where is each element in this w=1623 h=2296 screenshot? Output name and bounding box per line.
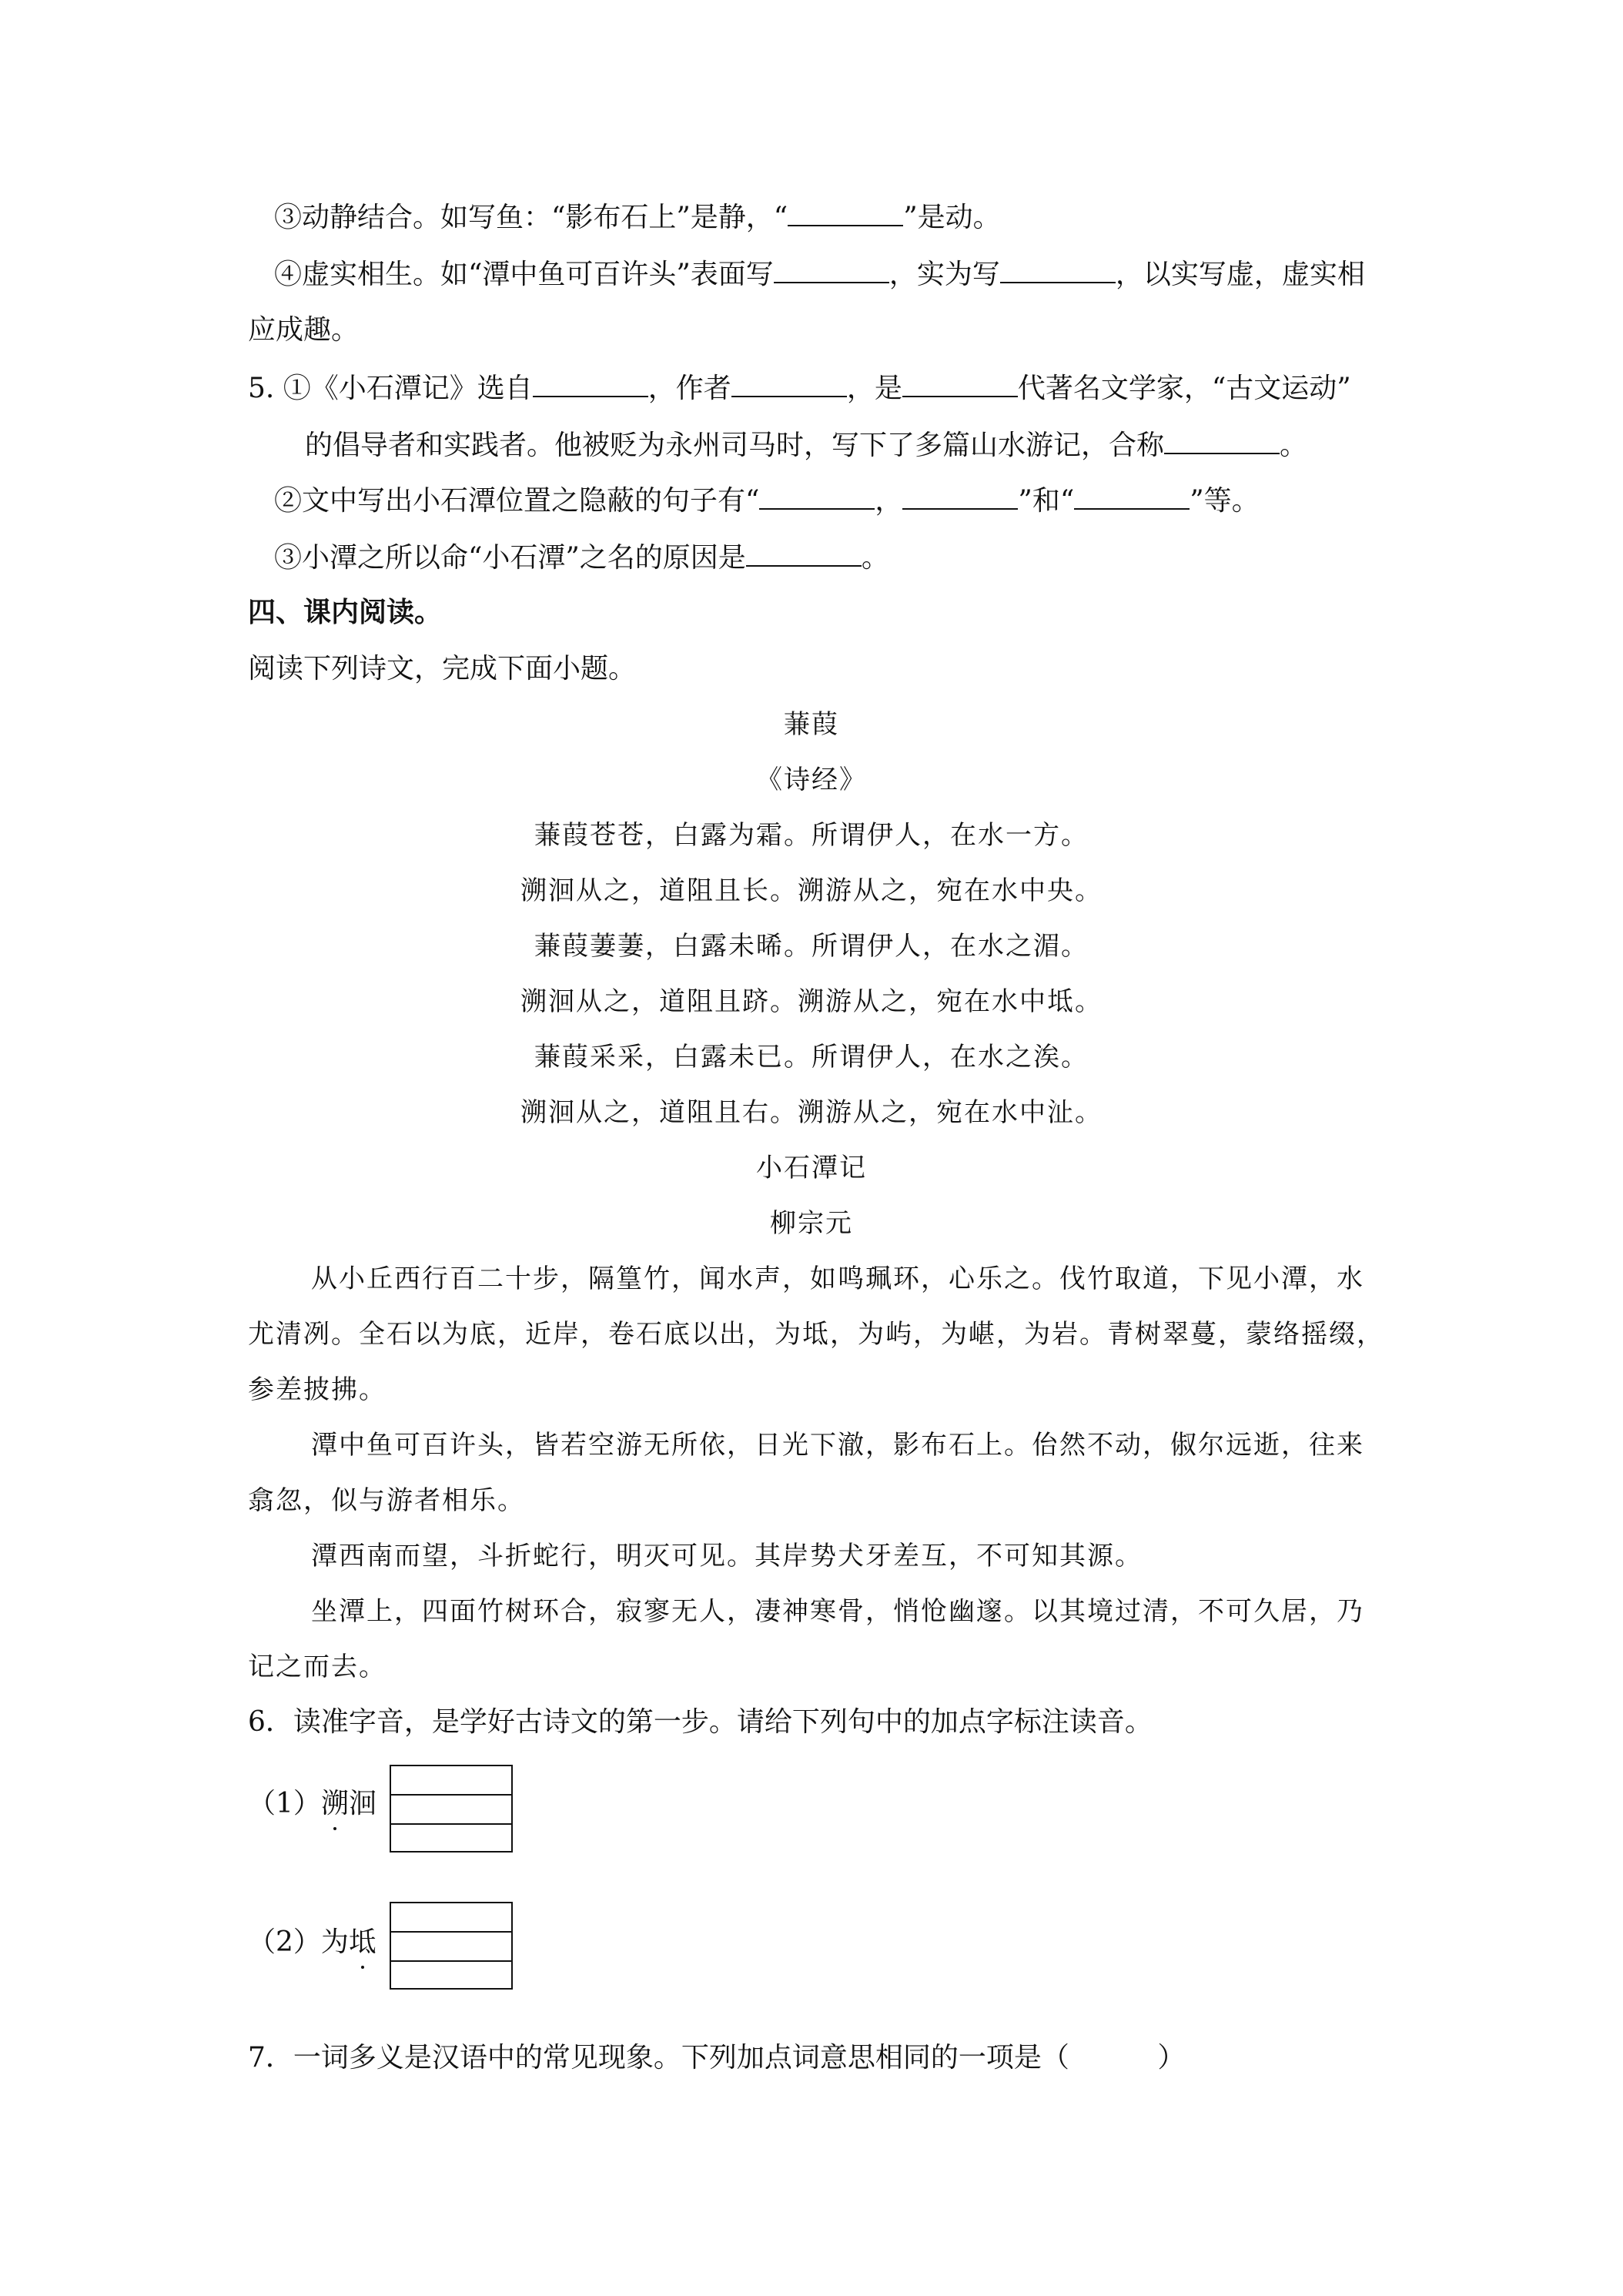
q4-item4-cont: 应成趣。 [248,314,360,346]
essay-para1-line2: 尤清冽。全石以为底，近岸，卷石底以出，为坻，为屿，为嵁，为岩。青树翠蔓，蒙络摇缀， [248,1319,1384,1350]
q5-line1: 5. ①《小石潭记》选自 ，作者 ，是 代著名文学家，“古文运动” [248,370,1351,407]
q5-item3: ③小潭之所以命“小石潭”之名的原因是 。 [274,539,889,576]
poem-line: 溯洄从之，道阻且长。溯游从之，宛在水中央。 [520,875,1103,906]
answer-blank[interactable] [533,370,648,397]
poem-line: 蒹葭采采，白露未已。所谓伊人，在水之涘。 [534,1042,1089,1073]
answer-blank[interactable] [759,482,875,510]
q4-item3: ③动静结合。如写鱼：“影布石上”是静，“ ”是动。 [274,199,1001,236]
answer-blank[interactable] [1164,427,1280,454]
q6-stem: 6．读准字音，是学好古诗文的第一步。请给下列句中的加点字标注读音。 [248,1706,1153,1738]
essay-author: 柳宗元 [770,1208,853,1239]
answer-blank[interactable] [774,256,889,283]
poem-source: 《诗经》 [756,765,867,795]
section-heading: 四、课内阅读。 [248,596,443,628]
section-instruction: 阅读下列诗文，完成下面小题。 [248,653,637,684]
answer-blank[interactable] [746,539,862,567]
poem-line: 溯洄从之，道阻且跻。溯游从之，宛在水中坻。 [520,986,1103,1017]
poem-line: 溯洄从之，道阻且右。溯游从之，宛在水中沚。 [520,1097,1103,1128]
essay-para1-line3: 参差披拂。 [248,1374,387,1405]
answer-blank[interactable] [788,199,903,226]
essay-para4-line1: 坐潭上，四面竹树环合，寂寥无人，凄神寒骨，悄怆幽邃。以其境过清，不可久居，乃 [311,1596,1364,1627]
q6-item1: （1）溯洄 [248,1788,376,1819]
answer-blank[interactable] [731,370,847,397]
essay-para2-line2: 翕忽，似与游者相乐。 [248,1485,525,1516]
answer-blank[interactable] [902,370,1018,397]
essay-para4-line2: 记之而去。 [248,1652,387,1682]
poem-title: 蒹葭 [784,709,839,740]
pinyin-box-1[interactable] [390,1765,513,1853]
answer-blank[interactable] [1074,482,1190,510]
q5-line2: 的倡导者和实践者。他被贬为永州司马时，写下了多篇山水游记，合称 。 [305,427,1307,464]
essay-title: 小石潭记 [756,1153,867,1183]
dotted-char: 坻 [348,1926,376,1958]
essay-para1-line1: 从小丘西行百二十步，隔篁竹，闻水声，如鸣珮环，心乐之。伐竹取道，下见小潭，水 [311,1263,1364,1294]
pinyin-box-2[interactable] [390,1902,513,1990]
dotted-char: 溯 [320,1788,349,1819]
poem-line: 蒹葭萋萋，白露未晞。所谓伊人，在水之湄。 [534,931,1089,962]
q7-stem: 7．一词多义是汉语中的常见现象。下列加点词意思相同的一项是（ ） [248,2042,1186,2073]
essay-para2-line1: 潭中鱼可百许头，皆若空游无所依，日光下澈，影布石上。佁然不动，俶尔远逝，往来 [311,1430,1364,1461]
answer-blank[interactable] [1000,256,1116,283]
answer-blank[interactable] [902,482,1018,510]
q4-item4: ④虚实相生。如“潭中鱼可百许头”表面写 ，实为写 ，以实写虚，虚实相 [274,256,1365,293]
poem-line: 蒹葭苍苍，白露为霜。所谓伊人，在水一方。 [534,820,1089,851]
essay-para3-line1: 潭西南而望，斗折蛇行，明灭可见。其岸势犬牙差互，不可知其源。 [311,1541,1143,1571]
q5-item2: ②文中写出小石潭位置之隐蔽的句子有“ ， ”和“ ”等。 [274,482,1260,519]
q6-item2: （2）为坻 [248,1926,376,1958]
